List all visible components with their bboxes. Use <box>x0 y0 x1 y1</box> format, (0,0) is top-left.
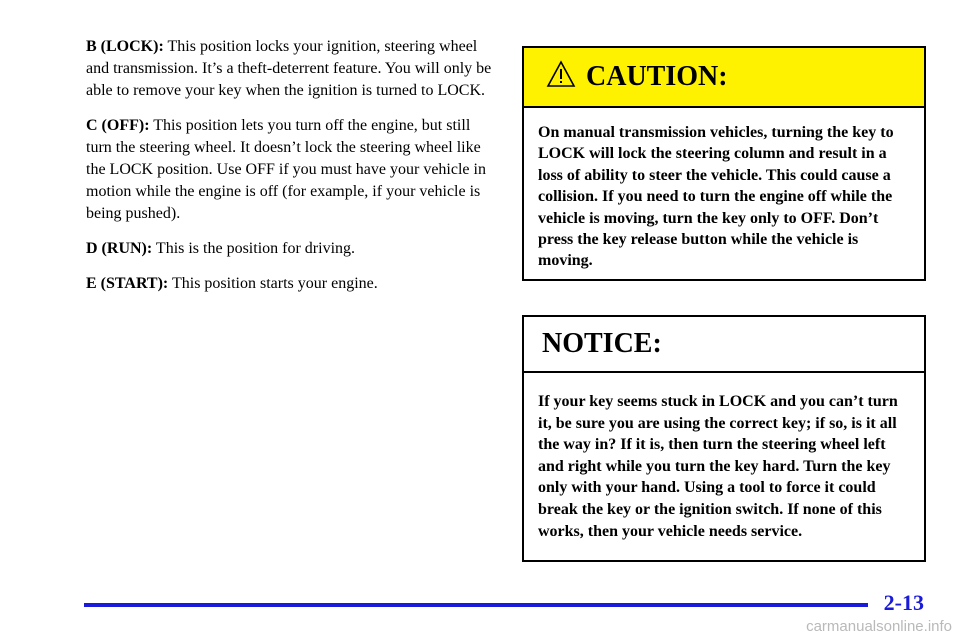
warning-triangle-icon <box>546 60 576 88</box>
caution-title: CAUTION: <box>586 61 728 92</box>
start-label: E (START): <box>86 275 169 292</box>
paragraph-start <box>86 273 496 295</box>
caution-header <box>524 48 924 108</box>
notice-title: NOTICE: <box>542 328 662 359</box>
notice-header <box>524 317 924 373</box>
footer-rule <box>84 603 868 607</box>
page-number: 2-13 <box>883 590 924 615</box>
run-text: This is the position for driving. <box>152 240 356 257</box>
lock-text: This position locks your ignition, steering wheel and transmission. It’s a theft-deterrent feature. You will only be able to remove your key when the ignition is turned to LOCK. <box>86 38 492 99</box>
off-label: C (OFF): <box>86 117 150 134</box>
watermark: carmanualsonline.info <box>806 618 952 635</box>
paragraph-off <box>86 115 496 225</box>
caution-text: On manual transmission vehicles, turning the key to LOCK will lock the steering column and result in a loss of ability to steer the vehicle. This could cause a collision. If you need to turn the engine off while the vehicle is moving, turn the key only to OFF. Don’t press the key release button while the vehicle is moving. <box>538 124 894 270</box>
start-text: This position starts your engine. <box>168 275 378 292</box>
paragraph-lock <box>86 36 496 102</box>
notice-box <box>522 315 926 562</box>
lock-label: B (LOCK): <box>86 38 164 55</box>
paragraph-run <box>86 238 496 260</box>
notice-text: If your key seems stuck in LOCK and you can’t turn it, be sure you are using the correct key; if so, is it all the way in? If it is, then turn the steering wheel left and right while you turn the key hard. Turn the key only with your hand. Using a tool to force it could break the key or the ignition switch. If none of this works, then your vehicle needs service. <box>538 393 898 540</box>
off-text: This position lets you turn off the engine, but still turn the steering wheel. It doesn’t lock the steering wheel like the LOCK position. Use OFF if you must have your vehicle in motion while the engine is off (for example, if your vehicle is being pushed). <box>86 117 486 222</box>
body-text-column <box>86 36 496 308</box>
run-label: D (RUN): <box>86 240 153 257</box>
caution-box <box>522 46 926 281</box>
